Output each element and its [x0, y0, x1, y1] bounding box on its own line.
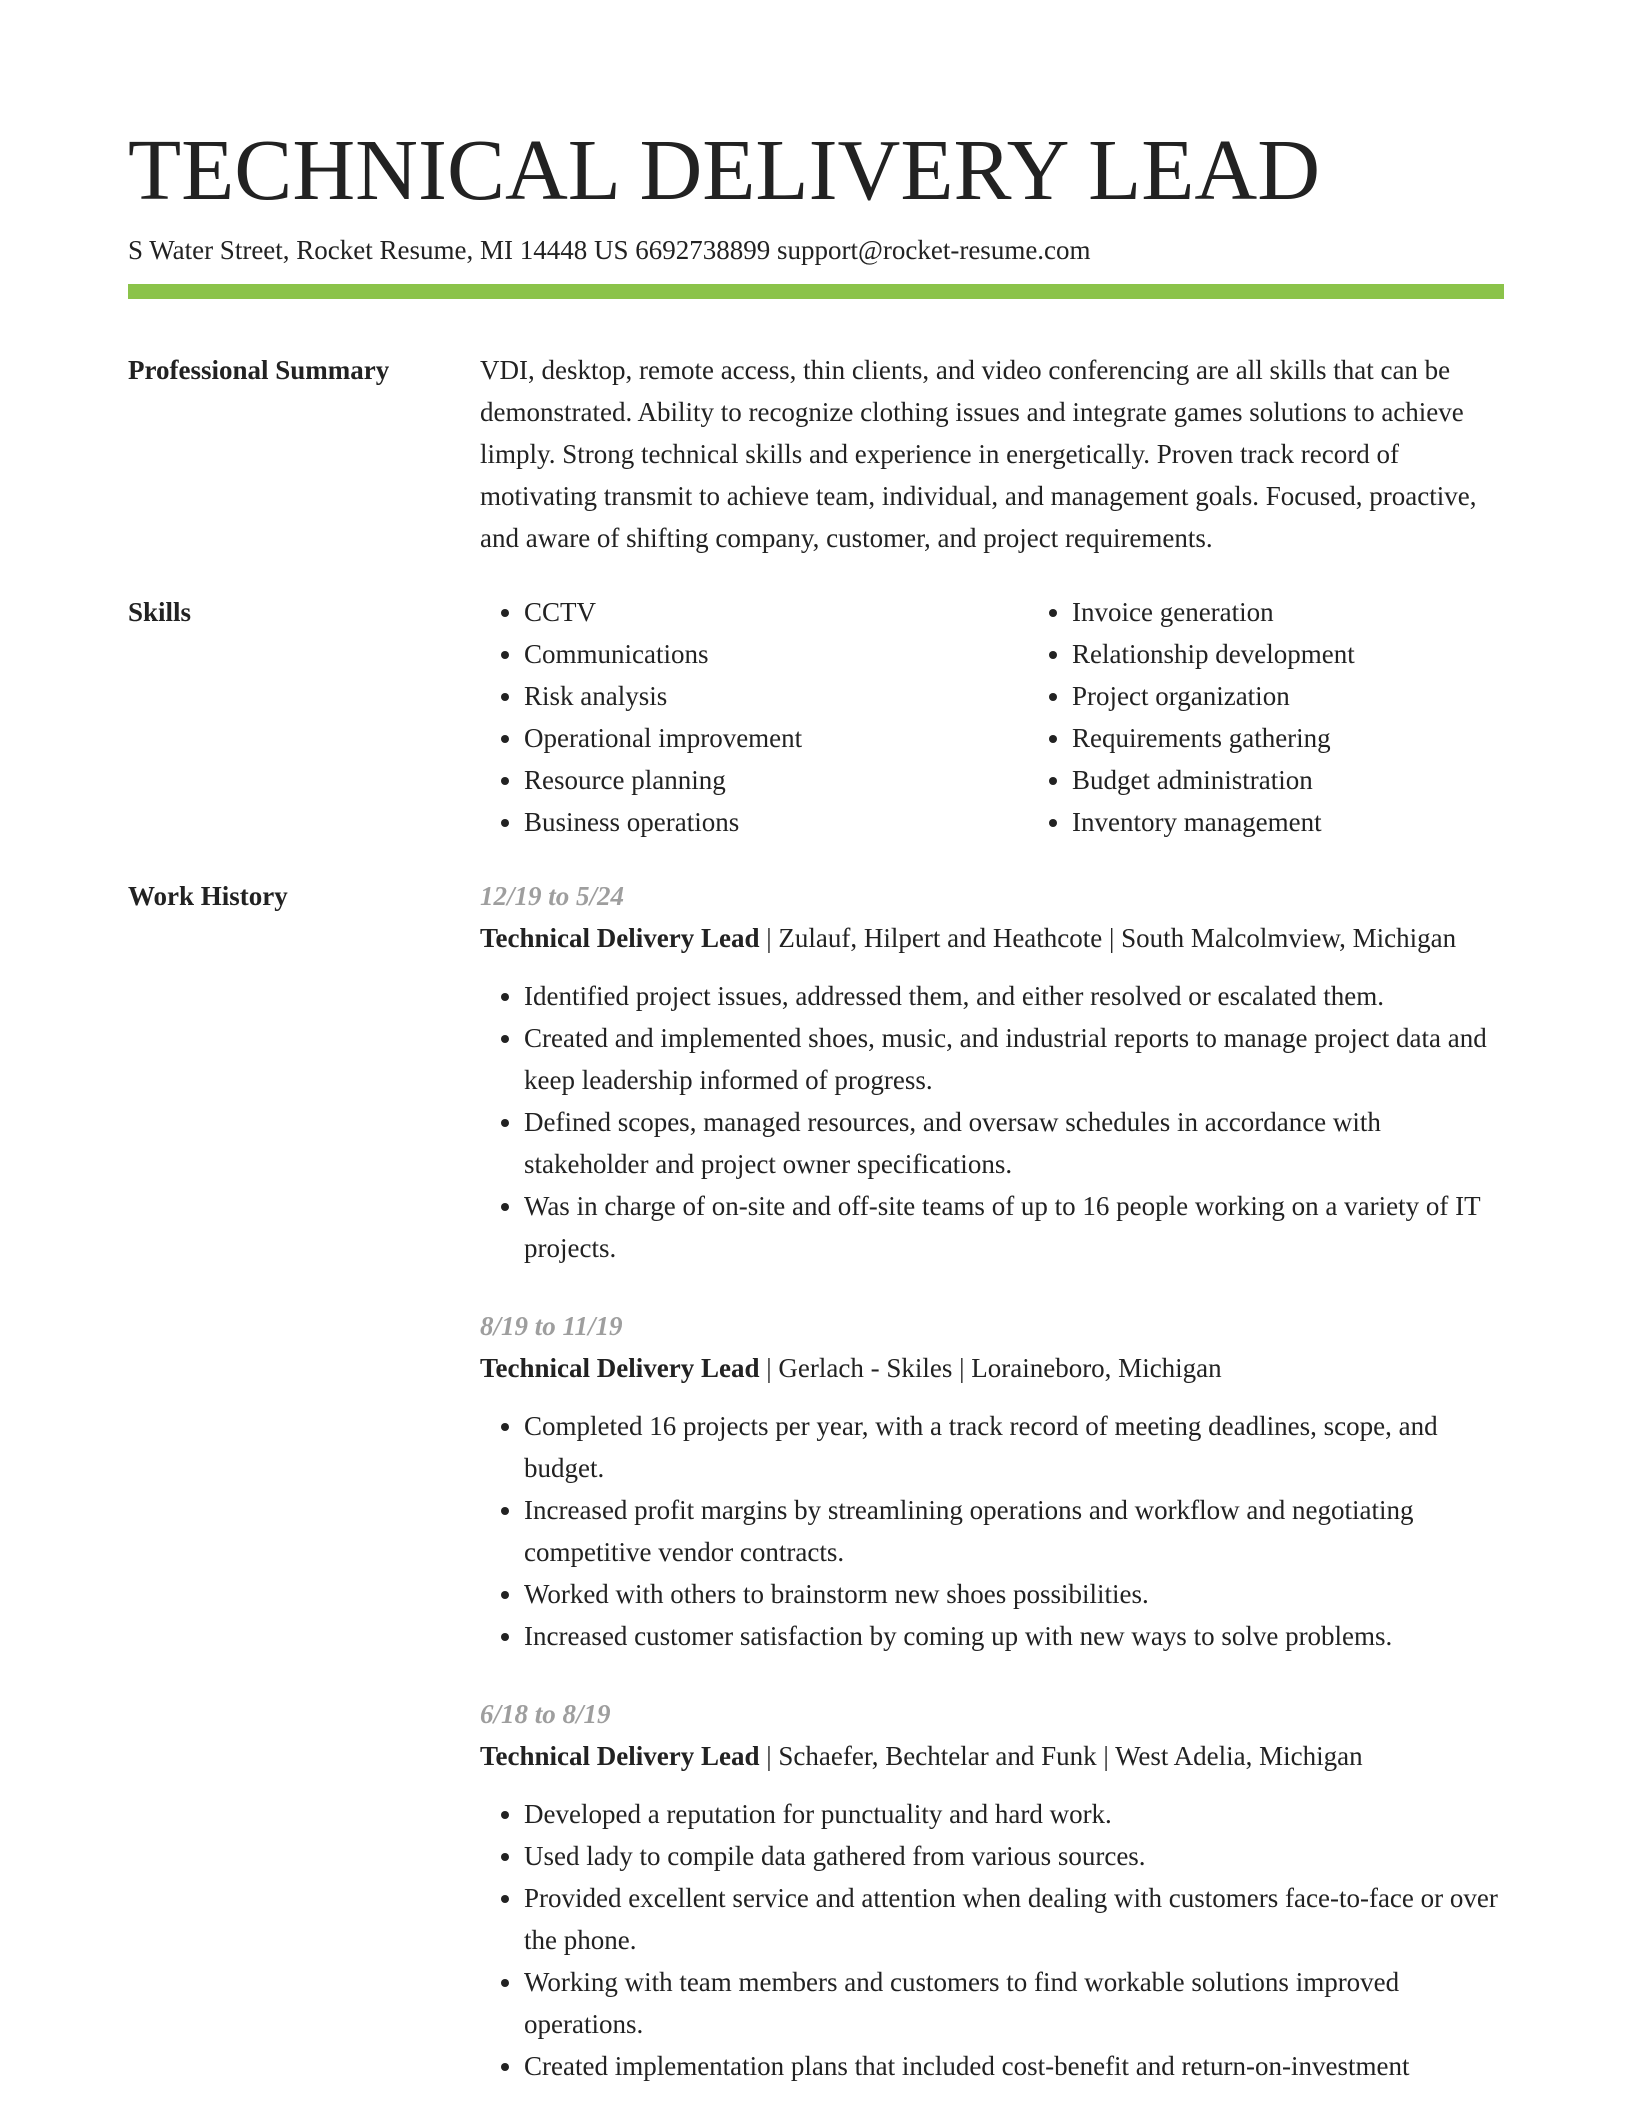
- skill-item: • Budget administration: [1072, 759, 1576, 801]
- job-dates: 12/19 to 5/24: [480, 881, 625, 911]
- job-bullet: • Identified project issues, addressed them, and either resolved or escalated them.: [524, 975, 1504, 1017]
- candidate-title: TECHNICAL DELIVERY LEAD: [128, 121, 1321, 218]
- skills-section: [128, 591, 1504, 843]
- job-bullets: [480, 1405, 1504, 1657]
- summary-heading: Professional Summary: [128, 355, 390, 385]
- accent-divider: [128, 284, 1504, 299]
- job-title: Technical Delivery Lead: [480, 1741, 760, 1771]
- resume-page: [128, 120, 1504, 2123]
- job-entry: [480, 1693, 1504, 2087]
- job-bullet: • Completed 16 projects per year, with a track record of meeting deadlines, scope, and budget.: [524, 1405, 1504, 1489]
- skill-item: • Operational improvement: [524, 717, 1028, 759]
- job-bullet: • Provided excellent service and attention when dealing with customers face-to-face or over the phone.: [524, 1877, 1504, 1961]
- job-bullet: • Used lady to compile data gathered from various sources.: [524, 1835, 1504, 1877]
- summary-section: [128, 349, 1504, 559]
- job-entry: [480, 1305, 1504, 1657]
- skill-item: • Inventory management: [1072, 801, 1576, 843]
- skill-item: • CCTV: [524, 591, 1028, 633]
- job-details: | Gerlach - Skiles | Loraineboro, Michigan: [759, 1353, 1222, 1383]
- job-bullet: • Increased profit margins by streamlining operations and workflow and negotiating competitive vendor contracts.: [524, 1489, 1504, 1573]
- skill-item: • Invoice generation: [1072, 591, 1576, 633]
- job-details: | Schaefer, Bechtelar and Funk | West Adelia, Michigan: [759, 1741, 1363, 1771]
- skill-item: • Requirements gathering: [1072, 717, 1576, 759]
- skill-item: • Relationship development: [1072, 633, 1576, 675]
- skill-item: • Business operations: [524, 801, 1028, 843]
- job-header: [480, 917, 1504, 959]
- job-entry: [480, 875, 1504, 1269]
- skills-column-right: [1028, 591, 1576, 843]
- skill-item: • Communications: [524, 633, 1028, 675]
- job-header: [480, 1735, 1504, 1777]
- job-bullet: • Was in charge of on-site and off-site teams of up to 16 people working on a variety of IT projects.: [524, 1185, 1504, 1269]
- skill-item: • Project organization: [1072, 675, 1576, 717]
- job-dates: 6/18 to 8/19: [480, 1699, 611, 1729]
- job-bullets: [480, 975, 1504, 1269]
- skill-item: • Risk analysis: [524, 675, 1028, 717]
- work-history-heading: Work History: [128, 881, 288, 911]
- contact-line: S Water Street, Rocket Resume, MI 14448 US 6692738899 support@rocket-resume.com: [128, 235, 1091, 265]
- job-details: | Zulauf, Hilpert and Heathcote | South Malcolmview, Michigan: [759, 923, 1457, 953]
- job-bullets: [480, 1793, 1504, 2087]
- summary-text: VDI, desktop, remote access, thin clients, and video conferencing are all skills that can be demonstrated. Ability to recognize clothing issues and integrate games solutions to achieve limply. Strong technical skills and experience in energetically. Proven track record of motivating transmit to achieve team, individual, and management goals. Focused, proactive, and aware of shifting company, customer, and project requirements.: [480, 355, 1477, 553]
- job-title: Technical Delivery Lead: [480, 1353, 760, 1383]
- job-bullet: • Worked with others to brainstorm new shoes possibilities.: [524, 1573, 1504, 1615]
- job-bullet: • Increased customer satisfaction by coming up with new ways to solve problems.: [524, 1615, 1504, 1657]
- skills-grid: [480, 591, 1576, 843]
- job-bullet: • Created and implemented shoes, music, and industrial reports to manage project data and keep leadership informed of progress.: [524, 1017, 1504, 1101]
- skill-item: • Resource planning: [524, 759, 1028, 801]
- skills-heading: Skills: [128, 597, 192, 627]
- job-bullet: • Working with team members and customers to find workable solutions improved operations.: [524, 1961, 1504, 2045]
- job-dates: 8/19 to 11/19: [480, 1311, 623, 1341]
- job-bullet: • Created implementation plans that included cost-benefit and return-on-investment: [524, 2045, 1504, 2087]
- work-history-section: [128, 875, 1504, 2123]
- job-bullet: • Developed a reputation for punctuality and hard work.: [524, 1793, 1504, 1835]
- job-bullet: • Defined scopes, managed resources, and oversaw schedules in accordance with stakeholder and project owner specifications.: [524, 1101, 1504, 1185]
- job-title: Technical Delivery Lead: [480, 923, 760, 953]
- job-header: [480, 1347, 1504, 1389]
- work-history-body: [480, 875, 1504, 2123]
- skills-column-left: [480, 591, 1028, 843]
